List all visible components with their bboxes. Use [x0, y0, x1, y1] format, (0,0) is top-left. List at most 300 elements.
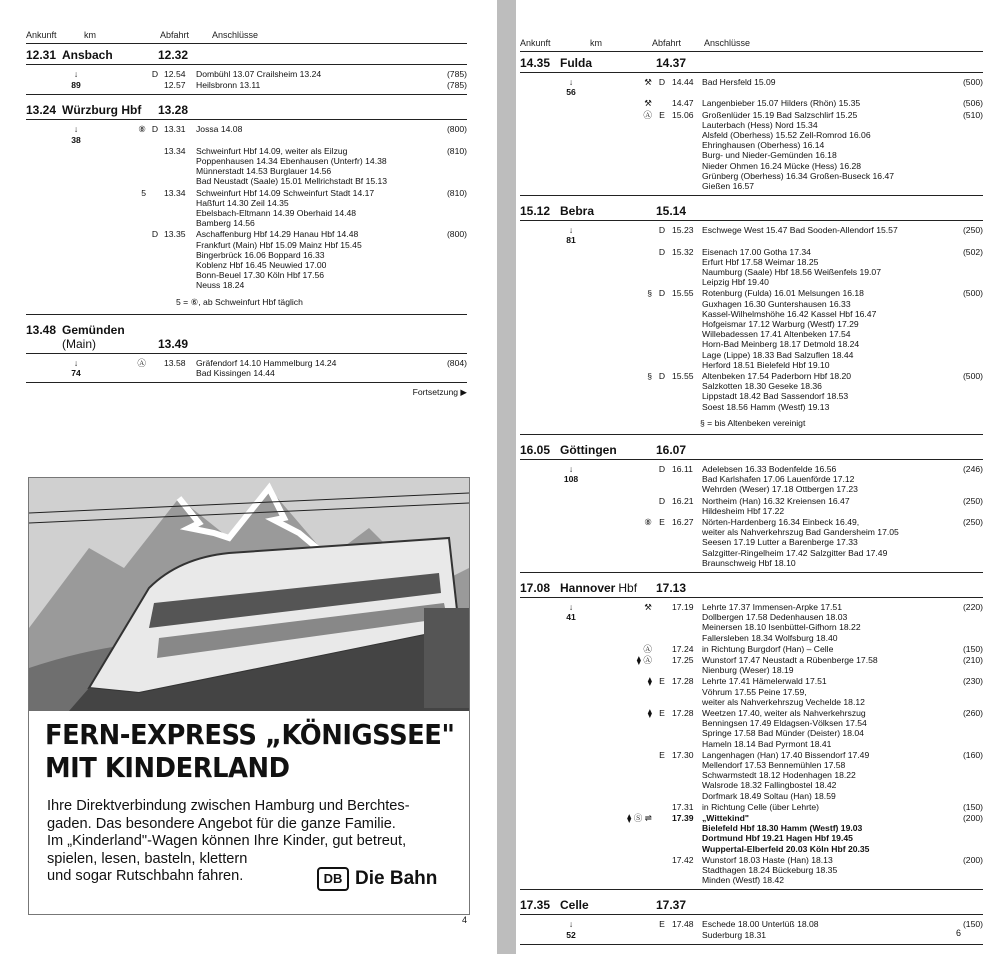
connection-line: Neuss 18.24 — [196, 280, 245, 291]
connection-line: Lehrte 17.41 Hämelerwald 17.51 — [702, 676, 827, 687]
section-divider — [26, 94, 467, 95]
station-departure: 17.13 — [656, 580, 687, 595]
timetable-reference: (246) — [962, 463, 983, 474]
departure-time: 16.11 — [672, 463, 693, 474]
connection-line: Dombühl 13.07 Crailsheim 13.24 — [196, 69, 322, 79]
connection-list — [520, 460, 983, 568]
connection-row — [26, 146, 467, 187]
timetable-reference: (502) — [962, 246, 983, 257]
connection-row — [520, 496, 983, 516]
train-type: E — [659, 676, 665, 687]
connection-line: Bad Karlshafen 17.06 Lauenförde 17.12 — [702, 474, 855, 485]
departure-time: 17.24 — [672, 643, 694, 654]
connection-line: Nörten-Hardenberg 16.34 Einbeck 16.49, — [702, 516, 860, 527]
departure-time: 17.42 — [672, 854, 694, 865]
connection-line: Weetzen 17.40, weiter als Nahverkehrszug — [702, 707, 866, 718]
train-type: D — [151, 69, 159, 79]
arrival-arrow-cell — [520, 919, 622, 939]
km-value: 52 — [566, 929, 576, 940]
train-type: D — [151, 229, 159, 240]
connection-line: Wunstorf 18.03 Haste (Han) 18.13 — [702, 854, 833, 865]
station-departure: 17.37 — [656, 898, 687, 913]
connection-line: Bamberg 14.56 — [196, 218, 255, 229]
connection-line: Frankfurt (Main) Hbf 15.09 Mainz Hbf 15.45 — [196, 239, 362, 250]
timetable-reference: (800) — [446, 229, 467, 240]
connection-line: Minden (Westf) 18.42 — [702, 875, 784, 886]
connection-line: Eisenach 17.00 Gotha 17.34 — [702, 246, 811, 257]
departure-time: 13.34 — [164, 145, 186, 156]
connection-line: Bielefeld Hbf 18.30 Hamm (Westf) 19.03 — [702, 823, 863, 834]
header-departure: Abfahrt — [160, 30, 190, 40]
timetable-reference: (785) — [446, 69, 467, 79]
km-value: 89 — [71, 80, 81, 91]
connection-text — [196, 124, 427, 134]
connection-line: Dortmund Hbf 19.21 Hagen Hbf 19.45 — [702, 833, 853, 844]
timetable-reference: (810) — [446, 145, 467, 156]
departure-time: 15.32 — [672, 246, 694, 257]
timetable-reference: (160) — [962, 749, 983, 760]
station-name — [62, 323, 158, 351]
station-name-suffix: Hbf — [618, 580, 638, 595]
train-type: D — [658, 225, 666, 236]
connection-text — [702, 288, 943, 370]
station-name-text: Celle — [560, 898, 589, 913]
connection-line: Herford 18.51 Bielefeld Hbf 19.10 — [702, 359, 830, 370]
departure-time: 13.35 — [164, 229, 186, 240]
station-name-text: Hannover — [560, 580, 616, 595]
service-symbol: ⧫ Ⓢ ⇌ — [627, 812, 652, 823]
connection-list — [520, 73, 983, 191]
connection-line: Langenhagen (Han) 17.40 Bissendorf 17.49 — [702, 749, 870, 760]
service-symbol: Ⓐ — [643, 643, 652, 654]
connection-line: Northeim (Han) 16.32 Kreiensen 16.47 — [702, 495, 850, 506]
connection-line: Naumburg (Saale) Hbf 18.56 Weißenfels 19.07 — [702, 267, 881, 278]
station-name — [62, 48, 158, 62]
service-symbol: ⚒ — [644, 98, 652, 109]
timetable-reference: (220) — [962, 601, 983, 612]
connection-line: Großenlüder 15.19 Bad Salzschlirf 15.25 — [702, 109, 858, 120]
service-symbol: ⑧ — [138, 124, 146, 135]
connection-text — [702, 644, 943, 654]
departure-time: 17.25 — [672, 654, 694, 665]
connection-line: Meinersen 18.10 Isenbüttel-Gifhorn 18.22 — [702, 622, 861, 633]
timetable-reference: (500) — [962, 371, 983, 382]
arrow-icon: ↓ — [568, 463, 574, 474]
train-type: E — [659, 707, 665, 718]
train-type: D — [658, 463, 666, 474]
connection-text — [702, 247, 943, 288]
connection-line: Stadthagen 18.24 Bückeburg 18.35 — [702, 865, 838, 875]
connection-row — [26, 229, 467, 290]
connection-line: Lauterbach (Hess) Nord 15.34 — [702, 119, 818, 130]
departure-time: 15.55 — [672, 288, 694, 299]
connection-line: Soest 18.56 Hamm (Westf) 19.13 — [702, 401, 830, 412]
connection-text — [702, 496, 943, 516]
ad-body-line: gaden. Das besondere Angebot für die ganze Familie. — [47, 815, 396, 832]
header-km: km — [590, 38, 602, 48]
arrival-arrow-cell — [26, 358, 126, 378]
arrow-icon: ↓ — [568, 601, 574, 612]
station-block — [520, 52, 983, 196]
km-value: 38 — [71, 134, 81, 145]
timetable-reference: (150) — [962, 801, 983, 812]
arrival-arrow-cell — [26, 69, 126, 79]
ad-body-line: und sogar Rutschbahn fahren. — [47, 868, 244, 885]
connection-row — [26, 188, 467, 229]
connection-text — [702, 464, 943, 495]
connection-row — [520, 813, 983, 854]
train-type: D — [658, 371, 666, 382]
station-name — [560, 56, 656, 70]
service-symbol: § — [647, 288, 652, 299]
page-number: 4 — [462, 915, 468, 925]
connection-line: Nieder Ohmen 16.24 Mücke (Hess) 16.28 — [702, 160, 862, 171]
station-header-row — [26, 99, 467, 120]
connection-line: Wunstorf 17.47 Neustadt a Rübenberge 17.58 — [702, 654, 878, 665]
connection-line: Springe 17.58 Bad Münder (Deister) 18.04 — [702, 728, 864, 739]
connection-line: Koblenz Hbf 16.45 Neuwied 17.00 — [196, 260, 327, 271]
departure-time: 16.27 — [672, 516, 694, 527]
connection-line: Hildesheim Hbf 17.22 — [702, 505, 785, 516]
service-symbol: ⑧ — [644, 516, 652, 527]
connection-row — [520, 655, 983, 675]
service-symbol: ⚒ — [644, 77, 652, 87]
connection-line: Dollbergen 17.58 Dedenhausen 18.03 — [702, 612, 848, 623]
connection-line: Poppenhausen 14.34 Ebenhausen (Unterfr) 14.38 — [196, 156, 387, 167]
station-header-row — [26, 44, 467, 65]
connection-list — [26, 120, 467, 290]
connection-row — [520, 802, 983, 812]
left-timetable — [26, 44, 467, 383]
connection-line: Vöhrum 17.55 Peine 17.59, — [702, 686, 807, 697]
connection-line: Adelebsen 16.33 Bodenfelde 16.56 — [702, 463, 837, 474]
timetable-reference: (250) — [962, 516, 983, 527]
connection-line: Erfurt Hbf 17.58 Weimar 18.25 — [702, 256, 819, 267]
section-divider — [520, 434, 983, 435]
header-km: km — [84, 30, 96, 40]
km-value: 74 — [71, 367, 81, 378]
ad-body-line: spielen, lesen, basteln, klettern — [47, 850, 248, 867]
connection-line: Salzkotten 18.30 Geseke 18.36 — [702, 381, 822, 392]
station-block — [520, 577, 983, 890]
km-value: 56 — [566, 87, 576, 98]
connection-row — [26, 124, 467, 144]
connection-text — [196, 358, 427, 378]
connection-text — [702, 77, 943, 87]
connection-line: in Richtung Burgdorf (Han) – Celle — [702, 643, 834, 654]
service-symbol: ⧫ — [647, 707, 652, 718]
db-logo — [317, 867, 437, 891]
departure-time: 17.39 — [672, 812, 694, 823]
connection-row — [520, 247, 983, 288]
station-block — [520, 894, 983, 944]
departure-time: 14.44 — [672, 77, 694, 87]
connection-row — [26, 69, 467, 79]
station-departure: 13.49 — [158, 336, 189, 351]
connection-text — [702, 655, 943, 675]
arrival-arrow-cell — [520, 77, 622, 97]
book-binding — [497, 0, 516, 954]
connection-row — [520, 77, 983, 97]
service-symbol: 5 — [141, 187, 146, 198]
timetable-reference: (150) — [962, 919, 983, 930]
connection-line: Lage (Lippe) 18.33 Bad Salzuflen 18.44 — [702, 349, 854, 360]
connection-line: weiter als Nahverkehrszug Bad Gandersheim 17.05 — [702, 527, 899, 538]
arrow-icon: ↓ — [568, 77, 574, 87]
db-logo-box: DB — [317, 867, 349, 891]
connection-row — [520, 750, 983, 801]
connection-line: Hameln 18.14 Bad Pyrmont 18.41 — [702, 738, 832, 749]
connection-list — [26, 354, 467, 378]
connection-text — [702, 919, 943, 939]
timetable-reference: (500) — [962, 288, 983, 299]
column-header — [26, 30, 467, 44]
departure-time: 17.28 — [672, 707, 694, 718]
service-symbol: Ⓐ — [137, 357, 146, 368]
connection-text — [702, 676, 943, 707]
header-connections: Anschlüsse — [212, 30, 259, 40]
connection-line: Bingerbrück 16.06 Boppard 16.33 — [196, 249, 325, 260]
connection-text — [702, 802, 943, 812]
station-name-text: Göttingen — [560, 442, 617, 457]
arrow-icon: ↓ — [73, 124, 79, 135]
connection-text — [702, 750, 943, 801]
train-type: E — [659, 919, 665, 930]
train-type: E — [659, 749, 665, 760]
station-arrival: 16.05 — [520, 442, 551, 457]
station-footnote: § = bis Altenbeken vereinigt — [700, 417, 806, 428]
timetable-reference: (785) — [446, 80, 467, 91]
connection-row — [520, 708, 983, 749]
station-block — [26, 99, 467, 314]
connection-list — [26, 65, 467, 90]
connection-row — [520, 919, 983, 939]
arrival-arrow-cell — [26, 124, 126, 144]
connection-line: Dorfmark 18.49 Soltau (Han) 18.59 — [702, 790, 836, 801]
connection-line: Fallersleben 18.34 Wolfsburg 18.40 — [702, 632, 838, 643]
connection-text — [702, 855, 943, 886]
station-arrival: 13.24 — [26, 103, 57, 118]
connection-line: Bonn-Beuel 17.30 Köln Hbf 17.56 — [196, 270, 325, 281]
connection-line: Schweinfurt Hbf 14.09 Schweinfurt Stadt 14.17 — [196, 187, 375, 198]
ad-headline-line2: MIT KINDERLAND — [45, 751, 290, 784]
departure-time: 15.23 — [672, 225, 694, 236]
connection-line: Lehrte 17.37 Immensen-Arpke 17.51 — [702, 601, 842, 612]
station-arrival: 17.35 — [520, 898, 551, 913]
connection-line: Hofgeismar 17.12 Warburg (Westf) 17.29 — [702, 319, 859, 330]
station-name — [62, 103, 158, 117]
arrival-arrow-cell — [26, 80, 126, 90]
connection-line: Münnerstadt 14.53 Burglauer 14.56 — [196, 166, 332, 177]
departure-time: 15.06 — [672, 109, 694, 120]
departure-time: 12.57 — [164, 80, 186, 91]
connection-text — [196, 69, 427, 79]
timetable-reference: (250) — [962, 495, 983, 506]
connection-row — [520, 464, 983, 495]
departure-time: 17.28 — [672, 676, 694, 687]
connection-text — [196, 229, 427, 290]
train-type: D — [658, 288, 666, 299]
service-symbol: ⧫ Ⓐ — [636, 654, 652, 665]
connection-text — [702, 98, 943, 108]
connection-row — [520, 676, 983, 707]
connection-line: Jossa 14.08 — [196, 124, 243, 135]
connection-line: Eschwege West 15.47 Bad Sooden-Allendorf 15.57 — [702, 225, 898, 236]
station-arrival: 13.48 — [26, 322, 57, 337]
timetable-reference: (810) — [446, 187, 467, 198]
station-header-row — [26, 319, 467, 354]
connection-line: Guxhagen 16.30 Guntershausen 16.33 — [702, 298, 851, 309]
section-divider — [26, 382, 467, 383]
departure-time: 15.55 — [672, 371, 694, 382]
connection-text — [702, 602, 943, 643]
section-divider — [520, 889, 983, 890]
station-name — [560, 443, 656, 457]
connection-text — [702, 517, 943, 568]
departure-time: 14.47 — [672, 98, 694, 109]
section-divider — [520, 195, 983, 196]
departure-time: 13.31 — [164, 124, 186, 135]
timetable-reference: (200) — [962, 854, 983, 865]
train-type: D — [658, 246, 666, 257]
connection-line: Bad Neustadt (Saale) 15.01 Mellrichstadt Bf 15.13 — [196, 176, 388, 187]
km-value: 41 — [566, 612, 576, 623]
connection-row — [520, 602, 983, 643]
connection-line: Salzgitter-Ringelheim 17.42 Salzgitter Bad 17.49 — [702, 547, 888, 558]
arrow-icon: ↓ — [73, 69, 79, 79]
connection-line: Alsfeld (Oberhess) 15.52 Zell-Romrod 16.06 — [702, 130, 871, 141]
station-block — [26, 44, 467, 95]
train-type: E — [659, 516, 665, 527]
departure-time: 16.21 — [672, 495, 694, 506]
train-type: D — [151, 124, 159, 135]
connection-line: Aschaffenburg Hbf 14.29 Hanau Hbf 14.48 — [196, 229, 359, 240]
timetable-reference: (200) — [962, 812, 983, 823]
departure-time: 13.34 — [164, 187, 186, 198]
station-header-row — [520, 52, 983, 73]
service-symbol: § — [647, 371, 652, 382]
connection-line: Bad Hersfeld 15.09 — [702, 77, 776, 87]
station-header-row — [520, 577, 983, 598]
left-page — [0, 0, 497, 954]
timetable-reference: (804) — [446, 357, 467, 368]
connection-row — [520, 98, 983, 108]
service-symbol: Ⓐ — [643, 109, 652, 120]
train-type: D — [658, 495, 666, 506]
timetable-reference: (510) — [962, 109, 983, 120]
station-name — [560, 898, 656, 912]
connection-line: Schwarmstedt 18.12 Hodenhagen 18.22 — [702, 770, 856, 781]
connection-line: Bad Kissingen 14.44 — [196, 367, 275, 378]
connection-line: Gießen 16.57 — [702, 181, 755, 192]
departure-time: 13.58 — [164, 357, 186, 368]
arrow-icon: ↓ — [568, 225, 574, 236]
station-departure: 14.37 — [656, 56, 687, 70]
station-name — [560, 204, 656, 218]
connection-line: Ehringhausen (Oberhess) 16.14 — [702, 140, 825, 151]
connection-line: Rotenburg (Fulda) 16.01 Melsungen 16.18 — [702, 288, 864, 299]
connection-line: weiter als Nahverkehrszug Vechelde 18.12 — [702, 696, 865, 707]
connection-row — [520, 288, 983, 370]
service-symbol: ⚒ — [644, 601, 652, 612]
departure-time: 17.30 — [672, 749, 694, 760]
ad-headline — [45, 718, 454, 784]
connection-line: Benningsen 17.49 Eldagsen-Völksen 17.54 — [702, 718, 867, 729]
arrow-icon: ↓ — [73, 357, 79, 368]
connection-text — [196, 188, 427, 229]
connection-row — [520, 855, 983, 886]
connection-text — [702, 371, 943, 412]
connection-line: Ebelsbach-Eltmann 14.39 Oberhaid 14.48 — [196, 208, 357, 219]
header-connections: Anschlüsse — [704, 38, 751, 48]
connection-row — [26, 358, 467, 378]
connection-list — [520, 221, 983, 412]
section-divider — [520, 572, 983, 573]
station-departure: 15.14 — [656, 204, 687, 219]
page-number: 6 — [956, 928, 962, 938]
timetable-reference: (150) — [962, 643, 983, 654]
connection-line: Nienburg (Weser) 18.19 — [702, 665, 794, 676]
departure-time: 17.31 — [672, 801, 694, 812]
connection-text — [702, 225, 943, 235]
timetable-reference: (800) — [446, 124, 467, 135]
station-departure: 12.32 — [158, 48, 189, 62]
departure-time: 17.48 — [672, 919, 694, 930]
column-header — [520, 38, 983, 52]
connection-line: Altenbeken 17.54 Paderborn Hbf 18.20 — [702, 371, 852, 382]
ad-body-line: Im „Kinderland"-Wagen können Ihre Kinder, gut betreut, — [47, 833, 407, 850]
timetable-reference: (210) — [962, 654, 983, 665]
connection-line: Mellendorf 17.53 Bennemühlen 17.58 — [702, 759, 846, 770]
station-name-text: Fulda — [560, 56, 592, 70]
km-value: 108 — [563, 474, 579, 485]
advertisement — [28, 477, 470, 915]
connection-text — [702, 813, 943, 854]
section-divider — [26, 314, 467, 315]
timetable-reference: (250) — [962, 225, 983, 236]
connection-text — [196, 146, 427, 187]
connection-line: Leipzig Hbf 19.40 — [702, 277, 769, 288]
connection-line: Willebadessen 17.41 Altenbeken 17.54 — [702, 329, 851, 340]
station-name-line2: (Main) — [62, 336, 97, 351]
arrow-icon: ↓ — [568, 919, 574, 930]
arrival-arrow-cell — [520, 602, 622, 622]
connection-line: Seesen 17.19 Lutter a Barenberge 17.33 — [702, 537, 858, 548]
connection-line: Grünberg (Oberhess) 16.34 Großen-Buseck 16.47 — [702, 170, 895, 181]
continuation-note: Fortsetzung ▶ — [412, 387, 467, 398]
connection-line: Eschede 18.00 Unterlüß 18.08 — [702, 919, 819, 930]
arrival-arrow-cell — [520, 225, 622, 245]
timetable-reference: (500) — [962, 77, 983, 87]
connection-text — [702, 110, 943, 192]
connection-line: Schweinfurt Hbf 14.09, weiter als Eilzug — [196, 145, 348, 156]
ad-headline-line1: FERN-EXPRESS „KÖNIGSSEE" — [45, 718, 455, 751]
station-block — [520, 200, 983, 435]
station-name-text: Gemünden — [62, 322, 125, 337]
header-departure: Abfahrt — [652, 38, 682, 48]
arrival-arrow-cell — [520, 464, 622, 484]
connection-line: Suderburg 18.31 — [702, 929, 767, 940]
station-departure: 16.07 — [656, 442, 687, 457]
connection-row — [520, 225, 983, 245]
section-divider — [520, 944, 983, 945]
station-name-text: Bebra — [560, 204, 595, 219]
ad-body-line: Ihre Direktverbindung zwischen Hamburg und Berchtes- — [47, 798, 410, 814]
connection-list — [520, 915, 983, 939]
train-type: E — [659, 109, 665, 120]
train-mountain-illustration — [29, 478, 469, 711]
connection-line: Kassel-Wilhelmshöhe 16.42 Kassel Hbf 16.47 — [702, 308, 877, 319]
